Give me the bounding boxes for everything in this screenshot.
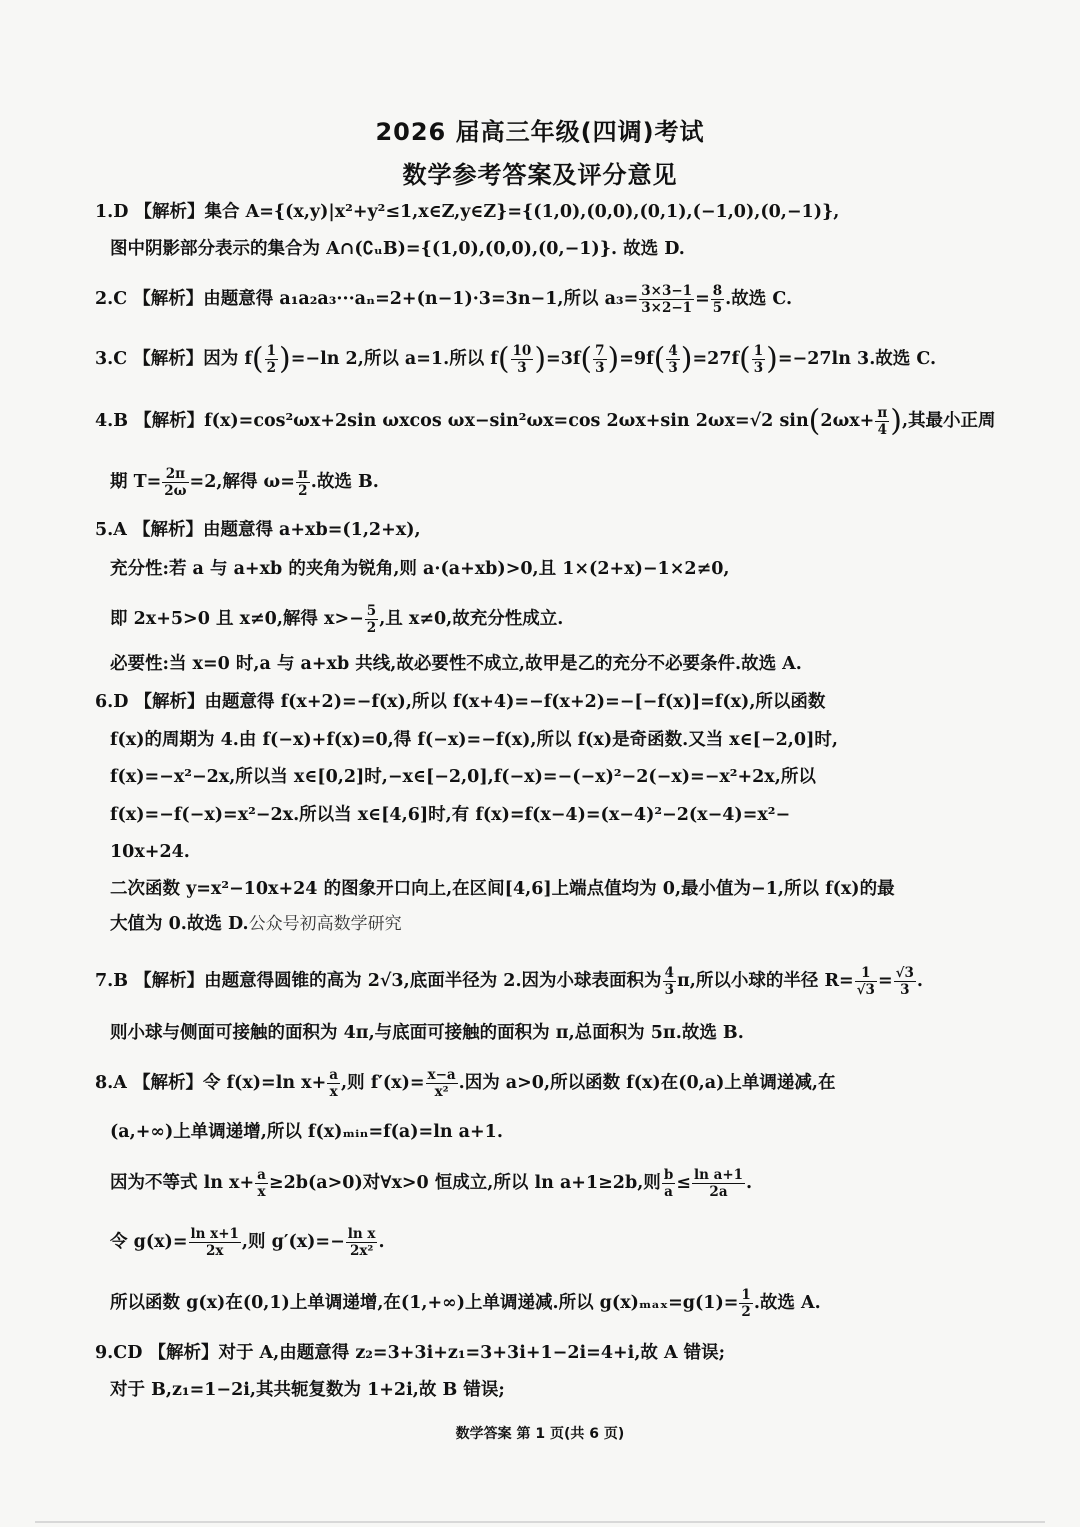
exam-subtitle: 数学参考答案及评分意见 <box>402 161 678 189</box>
q6-line-7: 大值为 0.故选 D.公众号初高数学研究 <box>110 914 402 934</box>
q8-fraction-4: $\frac{b}{a}$ <box>663 1167 674 1200</box>
q8-fraction-3: $\frac{a}{x}$ <box>257 1167 266 1200</box>
q3-fraction-1: $\frac{1}{2}$ <box>266 343 277 376</box>
q7-fraction-radius-1: $\frac{1}{√3}$ <box>856 965 875 998</box>
q1-line-1: 1.D 【解析】集合 A={(x,y)|x²+y²≤1,x∈Z,y∈Z}={(1,0),(0,0),(0,1),(−1,0),(0,−1)}, <box>95 202 840 222</box>
q8-fraction-2: $\frac{x-a}{\text{x²}}$ <box>427 1067 456 1100</box>
q8-fraction-8: $\frac{1}{2}$ <box>741 1287 751 1320</box>
q3-fraction-3: $\frac{7}{3}$ <box>595 343 605 376</box>
q8-fraction-7: $\frac{\text{ln x}}{\text{2x²}}$ <box>347 1226 376 1259</box>
exam-title: 2026 届高三年级(四调)考试 <box>375 118 705 146</box>
q5-fraction: $\frac{5}{2}$ <box>366 603 377 636</box>
q1-line-2: 图中阴影部分表示的集合为 A∩(∁ᵤB)={(1,0),(0,0),(0,−1)}. 故选 D. <box>110 239 685 259</box>
q4-fraction-pi-4: $\frac{\pi}{4}$ <box>877 405 888 438</box>
q4-fraction-omega: $\frac{\pi}{2}$ <box>297 466 308 499</box>
q3-line-1: 3.C 【解析】因为 f( $\frac{1}{2}$ )=−ln 2,所以 a=1.所以 f( $\frac{10}{3}$ )=3f( $\frac{7}{3}$ )=9f( $\frac{4}{3}$ )=27f( $\frac{1}{3}$ )=−27ln 3.故选 C. <box>95 341 937 377</box>
q8-line-1: 8.A 【解析】令 f(x)=ln x+ $\frac{a}{x}$ ,则 f′(x)= $\frac{x-a}{\text{x²}}$ .因为 a>0,所以函数 f(x)在(0,a)上单调递减,在 <box>95 1067 836 1100</box>
bottom-divider <box>35 1521 1045 1523</box>
q4-line-1: 4.B 【解析】f(x)=cos²ωx+2sin ωxcos ωx−sin²ωx=cos 2ωx+sin 2ωx=√2 sin(2ωx+ $\frac{\pi}{4}$ ),其最小正周 <box>95 403 996 439</box>
q8-fraction-1: $\frac{a}{x}$ <box>329 1067 339 1100</box>
q6-line-2: f(x)的周期为 4.由 f(−x)+f(x)=0,得 f(−x)=−f(x),所以 f(x)是奇函数.又当 x∈[−2,0]时, <box>110 730 838 750</box>
q5-line-2: 充分性:若 a 与 a+xb 的夹角为锐角,则 a·(a+xb)>0,且 1×(2+x)−1×2≠0, <box>110 559 730 579</box>
q7-fraction-radius-2: $\frac{√3}{3}$ <box>895 965 914 998</box>
q6-line-5: 10x+24. <box>110 842 190 862</box>
page-footer: 数学答案 第 1 页(共 6 页) <box>455 1426 625 1442</box>
q8-line-5: 所以函数 g(x)在(0,1)上单调递增,在(1,+∞)上单调递减.所以 g(x)ₘₐₓ=g(1)= $\frac{1}{2}$ .故选 A. <box>110 1287 821 1320</box>
q3-fraction-5: $\frac{1}{3}$ <box>753 343 764 376</box>
q2-text: 2.C 【解析】由题意得 a₁a₂a₃···aₙ=2+(n−1)·3=3n−1,所以 a₃= <box>95 289 639 309</box>
q6-line-1: 6.D 【解析】由题意得 f(x+2)=−f(x),所以 f(x+4)=−f(x+2)=−[−f(x)]=f(x),所以函数 <box>95 692 826 712</box>
q5-line-3: 即 2x+5>0 且 x≠0,解得 x>− $\frac{5}{2}$ ,且 x≠0,故充分性成立. <box>110 603 564 636</box>
q5-line-4: 必要性:当 x=0 时,a 与 a+xb 共线,故必要性不成立,故甲是乙的充分不必要条件.故选 A. <box>110 654 802 674</box>
q7-fraction-area: $\frac{4}{3}$ <box>664 965 674 998</box>
q7-line-2: 则小球与侧面可接触的面积为 4π,与底面可接触的面积为 π,总面积为 5π.故选 B. <box>110 1023 744 1043</box>
q8-fraction-5: $\frac{\text{ln a+1}}{2a}$ <box>693 1167 744 1200</box>
q5-line-1: 5.A 【解析】由题意得 a+xb=(1,2+x), <box>95 520 421 540</box>
q8-line-3: 因为不等式 ln x+ $\frac{a}{x}$ ≥2b(a>0)对∀x>0 恒成立,所以 ln a+1≥2b,则 $\frac{b}{a}$ ≤ $\frac{\text{ln a+1}}{2a}$ . <box>110 1167 753 1200</box>
q9-line-2: 对于 B,z₁=1−2i,其共轭复数为 1+2i,故 B 错误; <box>110 1380 505 1400</box>
q2-fraction-2: $\frac{8}{5}$ <box>712 283 723 316</box>
q6-line-3: f(x)=−x²−2x,所以当 x∈[0,2]时,−x∈[−2,0],f(−x)=−(−x)²−2(−x)=−x²+2x,所以 <box>110 767 816 787</box>
q6-line-6: 二次函数 y=x²−10x+24 的图象开口向上,在区间[4,6]上端点值均为 0,最小值为−1,所以 f(x)的最 <box>110 879 895 899</box>
q8-line-2: (a,+∞)上单调递增,所以 f(x)ₘᵢₙ=f(a)=ln a+1. <box>110 1122 503 1142</box>
q3-fraction-4: $\frac{4}{3}$ <box>668 343 678 376</box>
q6-line-4: f(x)=−f(−x)=x²−2x.所以当 x∈[4,6]时,有 f(x)=f(x−4)=(x−4)²−2(x−4)=x²− <box>110 805 791 825</box>
q8-line-4: 令 g(x)= $\frac{\text{ln x+1}}{2x}$ ,则 g′(x)=− $\frac{\text{ln x}}{\text{2x²}}$ . <box>110 1226 385 1259</box>
q4-line-2: 期 T= $\frac{2\pi}{2\omega}$ =2,解得 ω= $\frac{\pi}{2}$ .故选 B. <box>110 466 379 499</box>
q9-line-1: 9.CD 【解析】对于 A,由题意得 z₂=3+3i+z₁=3+3i+1−2i=4+i,故 A 错误; <box>95 1343 726 1363</box>
q3-fraction-2: $\frac{10}{3}$ <box>512 343 532 376</box>
q2-fraction-1: $\frac{3\times 3-1}{3\times 2-1}$ <box>641 283 693 316</box>
q4-fraction-period: $\frac{2\pi}{2\omega}$ <box>164 466 187 499</box>
watermark-text: 公众号初高数学研究 <box>248 914 402 934</box>
q8-fraction-6: $\frac{\text{ln x+1}}{2x}$ <box>190 1226 239 1259</box>
q7-line-1: 7.B 【解析】由题意得圆锥的高为 2√3,底面半径为 2.因为小球表面积为 $\frac{4}{3}$ π,所以小球的半径 R= $\frac{1}{√3}$ = $\frac{√3}{3}$ . <box>95 965 923 998</box>
q2-line-1: 2.C 【解析】由题意得 a₁a₂a₃···aₙ=2+(n−1)·3=3n−1,所以 a₃= $\frac{3\times 3-1}{3\times 2-1}$ = $\frac{8}{5}$ .故选 C. <box>95 283 793 316</box>
